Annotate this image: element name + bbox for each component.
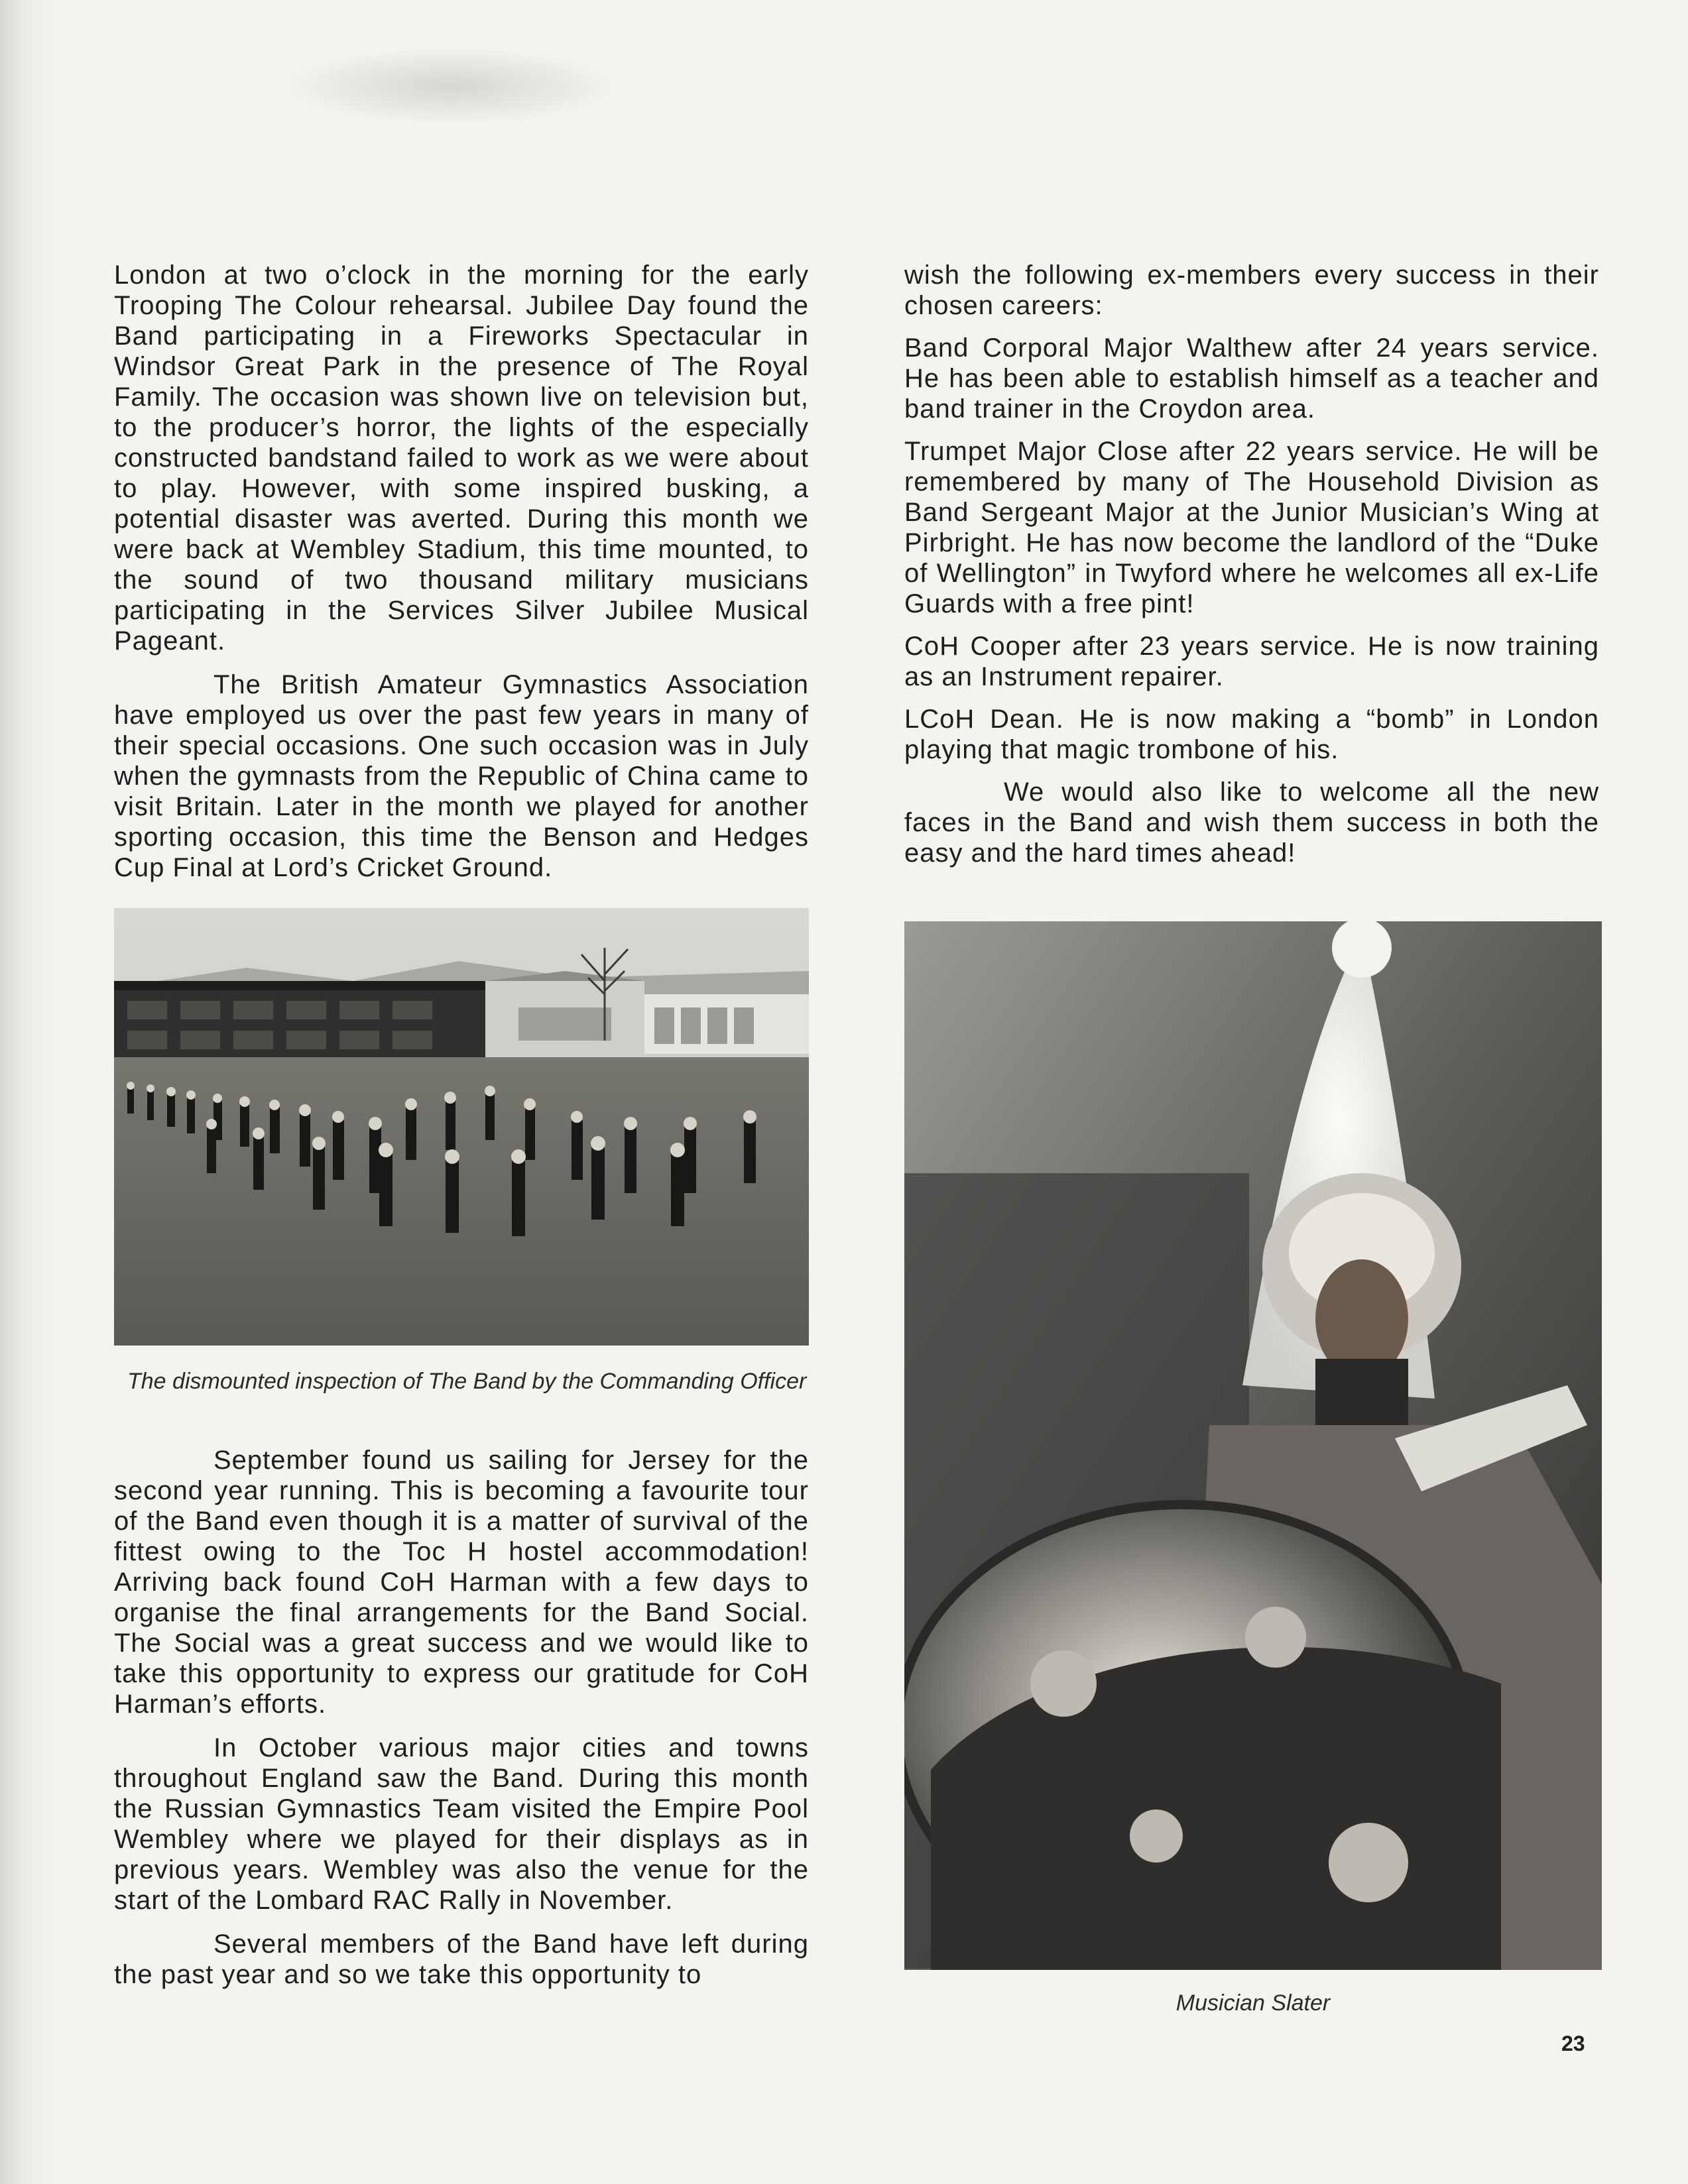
page-number: 23 [1561,2032,1585,2055]
paragraph: wish the following ex-members every success in their chosen careers: [904,260,1599,320]
right-column-text [904,260,1599,880]
print-smudge [278,46,623,126]
paragraph: London at two o’clock in the morning for the early Trooping The Colour rehearsal. Jubilee Day found the Band participating in a Fireworks Spectacular in Windsor Great Park in the presence of The Royal Family. The occasion was shown live on television but, to the producer’s horror, the lights of the especially constructed bandstand failed to work as we were about to play. However, with some inspired busking, a potential disaster was averted. During this month we were back at Wembley Stadium, this time mounted, to the sound of two thousand military musicians participating in the Services Silver Jubilee Musical Pageant. [114,260,809,656]
left-column-bottom-text [114,1445,809,2003]
paragraph: In October various major cities and towns throughout England saw the Band. During this month the Russian Gymnastics Team visited the Empire Pool Wembley where we played for their displays as in previous years. Wembley was also the venue for the start of the Lombard RAC Rally in November. [114,1733,809,1915]
paragraph: The British Amateur Gymnastics Association have employed us over the past few years in many of their special occasions. One such occasion was in July when the gymnasts from the Republic of China came to visit Britain. Later in the month we played for another sporting occasion, this time the Benson and Hedges Cup Final at Lord’s Cricket Ground. [114,670,809,882]
paragraph: Several members of the Band have left during the past year and so we take this opportunity to [114,1929,809,1989]
paragraph: Trumpet Major Close after 22 years service. He will be remembered by many of The Household Division as Band Sergeant Major at the Junior Musician’s Wing at Pirbright. He has now become the landlord of the “Duke of Wellington” in Twyford where he welcomes all ex-Life Guards with a free pint! [904,437,1599,618]
page-edge-shadow [0,0,60,2184]
slater-photo-caption: Musician Slater [1176,1990,1331,2016]
paragraph: Band Corporal Major Walthew after 24 years service. He has been able to establish himself as a teacher and band trainer in the Croydon area. [904,333,1599,424]
paragraph: LCoH Dean. He is now making a “bomb” in London playing that magic trombone of his. [904,705,1599,764]
musician-slater-illustration [904,921,1602,1970]
paragraph: We would also like to welcome all the new faces in the Band and wish them success in both the easy and the hard times ahead! [904,777,1599,868]
musician-slater-photo [904,921,1602,1970]
band-inspection-illustration [114,908,809,1346]
paragraph: September found us sailing for Jersey for the second year running. This is becoming a favourite tour of the Band even though it is a matter of survival of the fittest owing to the Toc H hostel accommodation! Arriving back found CoH Harman with a few days to organise the final arrangements for the Band Social. The Social was a great success and we would like to take this opportunity to express our gratitude for CoH Harman’s efforts. [114,1446,809,1719]
left-column-top-text [114,260,809,896]
band-inspection-photo [114,908,809,1346]
band-photo-caption: The dismounted inspection of The Band by the Commanding Officer [127,1369,807,1394]
paragraph: CoH Cooper after 23 years service. He is now training as an Instrument repairer. [904,632,1599,691]
